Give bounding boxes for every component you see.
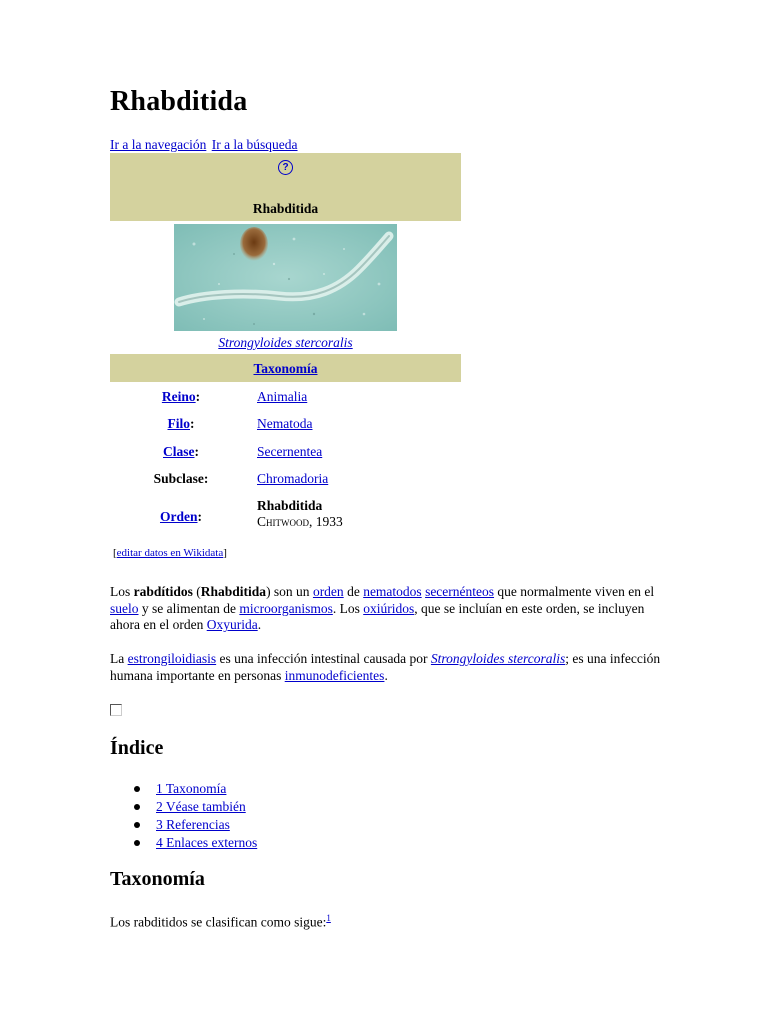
orden-label-link[interactable]: Orden bbox=[159, 509, 198, 524]
toc-link-referencias[interactable]: 3 Referencias bbox=[156, 817, 230, 832]
table-of-contents bbox=[110, 780, 257, 852]
toc-link-taxonomia[interactable]: 1 Taxonomía bbox=[156, 781, 227, 796]
intro-paragraph-2: La estrongiloidiasis es una infección intestinal causada por Strongyloides stercoralis; es una infección humana importante en personas inmunodeficientes. bbox=[110, 651, 661, 683]
toc-item bbox=[156, 834, 257, 852]
toc-item bbox=[156, 780, 257, 798]
microorganismos-link[interactable]: microorganismos bbox=[239, 600, 333, 616]
subclase-label: Subclase bbox=[153, 471, 204, 486]
inmunodeficientes-link[interactable]: inmunodeficientes bbox=[284, 667, 385, 683]
taxobox-header bbox=[110, 153, 461, 221]
clase-label-link[interactable]: Clase bbox=[163, 444, 195, 459]
section-text: Los rabditidos se clasifican como sigue:$^1$ bbox=[110, 913, 331, 930]
jump-links bbox=[110, 137, 300, 153]
strongyloides-link[interactable]: Strongyloides stercoralis bbox=[430, 651, 566, 666]
orden-link[interactable]: orden bbox=[312, 584, 344, 599]
nematode-photo[interactable] bbox=[174, 224, 397, 331]
clase-value-link[interactable]: Secernentea bbox=[257, 444, 323, 459]
taxobox: ? Rhabditida Strongyloides stercoralis Taxonomía Reino: Animalia Filo: Nematoda Clase: Secernentea Subclase: Chromadoria Orden: Rhabditida Chitwood, 1933 bbox=[110, 153, 461, 553]
subclase-value-link[interactable]: Chromadoria bbox=[257, 471, 329, 486]
nematodos-link[interactable]: nematodos bbox=[363, 584, 422, 599]
oxyurida-link[interactable]: Oxyurida bbox=[206, 617, 258, 632]
reino-value-link[interactable]: Animalia bbox=[257, 389, 308, 404]
toc-toggle-checkbox[interactable] bbox=[110, 704, 122, 716]
jump-to-search-link[interactable]: Ir a la búsqueda bbox=[211, 137, 298, 152]
help-icon[interactable]: ? bbox=[278, 160, 293, 175]
estrongiloidiasis-link[interactable]: estrongiloidiasis bbox=[127, 651, 217, 666]
toc-item bbox=[156, 816, 257, 834]
taxobox-caption bbox=[110, 335, 461, 351]
oxiuridos-link[interactable]: oxiúridos bbox=[363, 600, 415, 616]
intro-paragraph-1: Los rabdítidos (Rhabditida) son un orden de nematodos secernénteos que normalmente viven en el suelo y se alimentan de microorganismos. Los oxiúridos, que se incluían en este orden, se incluyen ahora en el orden Oxyurida. bbox=[110, 584, 655, 632]
section-heading-taxonomia: Taxonomía bbox=[110, 868, 205, 890]
nematode-micrograph-image bbox=[174, 224, 397, 331]
taxonomy-link[interactable]: Taxonomía bbox=[253, 361, 318, 376]
toc-heading: Índice bbox=[110, 737, 164, 759]
taxobox-section-header bbox=[110, 354, 461, 382]
secernenteos-link[interactable]: secernénteos bbox=[425, 584, 495, 599]
taxobox-row-orden: Orden: Rhabditida Chitwood, 1933 bbox=[159, 498, 343, 529]
filo-label-link[interactable]: Filo bbox=[167, 416, 190, 431]
wikidata-edit-link[interactable]: editar datos en Wikidata bbox=[116, 547, 224, 559]
toc-item bbox=[156, 798, 257, 816]
toc-link-vease-tambien[interactable]: 2 Véase también bbox=[156, 799, 246, 814]
page-title: Rhabditida bbox=[110, 86, 248, 117]
filo-value-link[interactable]: Nematoda bbox=[257, 416, 313, 431]
suelo-link[interactable]: suelo bbox=[110, 600, 139, 616]
reino-label-link[interactable]: Reino bbox=[161, 389, 196, 404]
caption-link[interactable]: Strongyloides stercoralis bbox=[218, 335, 353, 350]
taxobox-name: Rhabditida bbox=[252, 201, 319, 216]
jump-to-navigation-link[interactable]: Ir a la navegación bbox=[110, 137, 207, 152]
orden-value: Rhabditida bbox=[257, 498, 323, 513]
reference-link[interactable]: 1 bbox=[326, 913, 331, 923]
wikidata-edit: [editar datos en Wikidata] bbox=[113, 547, 227, 559]
toc-link-enlaces-externos[interactable]: 4 Enlaces externos bbox=[156, 835, 258, 850]
orden-authority: Chitwood, 1933 bbox=[257, 514, 343, 529]
